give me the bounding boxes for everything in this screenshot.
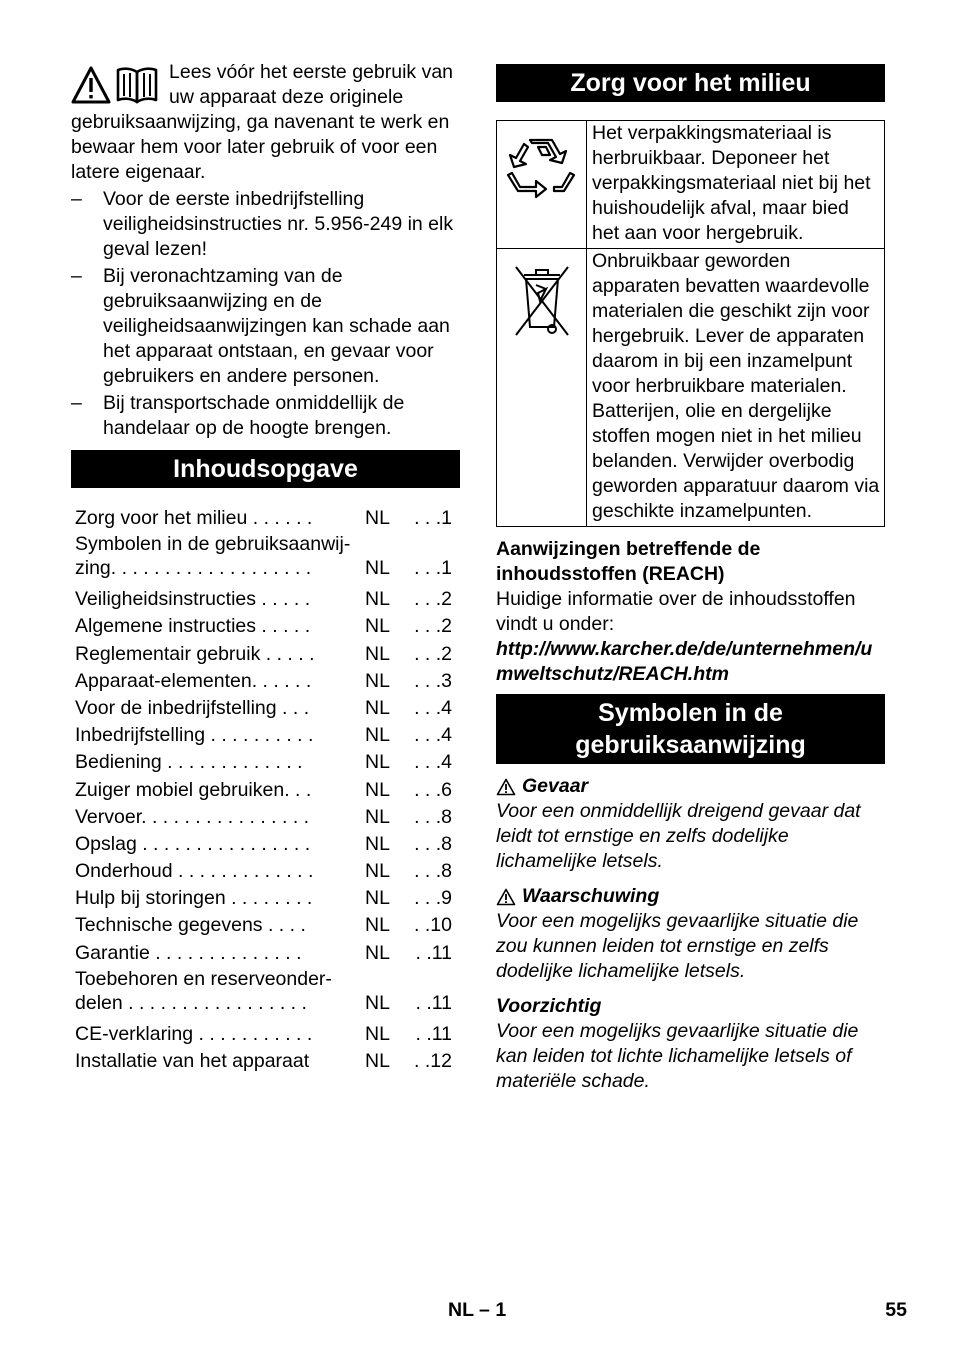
warning-text: Voor een mogelijks gevaarlijke situatie die zou kunnen leiden tot ernstige en zelfs dodelijke lichamelijke letsels. — [496, 910, 859, 982]
toc-row[interactable]: Onderhoud . . . . . . . . . . . . . NL . . .8 — [75, 860, 452, 883]
reach-link[interactable]: http://www.karcher.de/de/unternehmen/umweltschutz/REACH.htm — [496, 638, 873, 685]
caution-label: Voorzichtig — [496, 995, 602, 1017]
danger-text: Voor een onmiddellijk dreigend gevaar dat leidt tot ernstige en zelfs dodelijke lichamelijke letsels. — [496, 800, 861, 872]
toc-row[interactable]: Opslag . . . . . . . . . . . . . . . . NL . . .8 — [75, 832, 452, 855]
reach-text: Huidige informatie over de inhoudsstoffen vindt u onder: — [496, 588, 856, 635]
toc-row[interactable]: Symbolen in de gebruiksaanwij- zing. . . . . . . . . . . . . . . . . . . NL . . .1 — [75, 533, 452, 580]
left-column — [71, 60, 460, 1075]
reach-title: Aanwijzingen betreffende de inhoudsstoffen (REACH) — [496, 538, 761, 585]
warning-triangle-icon — [496, 778, 516, 796]
intro-section — [71, 60, 460, 441]
packaging-text: Het verpakkingsmateriaal is herbruikbaar. Deponeer het verpakkingsmateriaal niet bij het huishoudelijk afval, maar bied het aan voor hergebruik. — [592, 122, 871, 244]
table-of-contents — [71, 505, 460, 1075]
toc-row[interactable]: Toebehoren en reserveonder- delen . . . . . . . . . . . . . . . . . NL . .11 — [75, 967, 452, 1014]
toc-row[interactable]: Algemene instructies . . . . . NL . . .2 — [75, 615, 452, 638]
toc-row[interactable]: Bediening . . . . . . . . . . . . . NL . . .4 — [75, 751, 452, 774]
page-number: 55 — [885, 1299, 907, 1321]
table-row — [497, 249, 884, 526]
disposal-text: Onbruikbaar geworden apparaten bevatten waardevolle materialen die geschikt zijn voor hergebruik. Lever de apparaten daarom in bij een inzamelpunt voor herbruikbare materialen. Batterijen, olie en dergelijke stoffen mogen niet in het milieu belanden. Verwijder overbodig geworden apparatuur daarom via geschikte inzamelpunten. — [592, 250, 880, 522]
warning-triangle-icon — [71, 66, 111, 104]
warning-triangle-icon — [496, 888, 516, 906]
toc-row[interactable]: Reglementair gebruik . . . . . NL . . .2 — [75, 642, 452, 665]
toc-row[interactable]: Zuiger mobiel gebruiken. . . NL . . .6 — [75, 778, 452, 801]
recycle-icon — [504, 133, 580, 209]
right-column — [496, 64, 885, 1094]
symbols-heading: Symbolen in de gebruiksaanwijzing — [496, 694, 885, 764]
footer-language-page: NL – 1 — [448, 1299, 507, 1321]
list-item: – Bij veronachtzaming van de gebruiksaanwijzing en de veiligheidsaanwijzingen kan schade aan het apparaat ontstaan, en gevaar voor gebruikers en andere personen. — [71, 265, 450, 387]
toc-row[interactable]: Technische gegevens . . . . NL . .10 — [75, 914, 452, 937]
toc-row[interactable]: Installatie van het apparaat NL . .12 — [75, 1050, 452, 1072]
table-row — [497, 121, 884, 249]
toc-row[interactable]: CE-verklaring . . . . . . . . . . . NL . .11 — [75, 1022, 452, 1045]
intro-bullets — [71, 187, 460, 441]
toc-row[interactable]: Inbedrijfstelling . . . . . . . . . . NL . . .4 — [75, 724, 452, 747]
toc-row[interactable]: Zorg voor het milieu . . . . . . NL . . .1 — [75, 507, 452, 529]
toc-row[interactable]: Hulp bij storingen . . . . . . . . NL . . .9 — [75, 887, 452, 910]
warning-label: Waarschuwing — [496, 884, 885, 909]
list-item: – Voor de eerste inbedrijfstelling veiligheidsinstructies nr. 5.956-249 in elk geval lezen! — [71, 188, 454, 260]
toc-row[interactable]: Veiligheidsinstructies . . . . . NL . . .2 — [75, 588, 452, 611]
toc-row[interactable]: Apparaat-elementen. . . . . . NL . . .3 — [75, 669, 452, 692]
manual-book-icon — [115, 66, 159, 104]
danger-label: Gevaar — [496, 774, 885, 799]
toc-heading: Inhoudsopgave — [71, 450, 460, 488]
environment-heading: Zorg voor het milieu — [496, 64, 885, 102]
toc-row[interactable]: Voor de inbedrijfstelling . . . NL . . .4 — [75, 696, 452, 719]
toc-row[interactable]: Vervoer. . . . . . . . . . . . . . . . NL . . .8 — [75, 805, 452, 828]
crossed-bin-icon — [510, 261, 574, 341]
environment-table — [496, 120, 885, 527]
intro-text: Lees vóór het eerste gebruik van uw apparaat deze originele gebruiksaanwijzing, ga navenant te werk en bewaar hem voor later gebruik of voor een latere eigenaar. — [71, 61, 454, 183]
caution-text: Voor een mogelijks gevaarlijke situatie die kan leiden tot lichte lichamelijke letsels of materiële schade. — [496, 1020, 859, 1092]
list-item: – Bij transportschade onmiddellijk de handelaar op de hoogte brengen. — [71, 392, 405, 439]
intro-icons — [71, 66, 161, 110]
toc-row[interactable]: Garantie . . . . . . . . . . . . . . NL . .11 — [75, 941, 452, 964]
